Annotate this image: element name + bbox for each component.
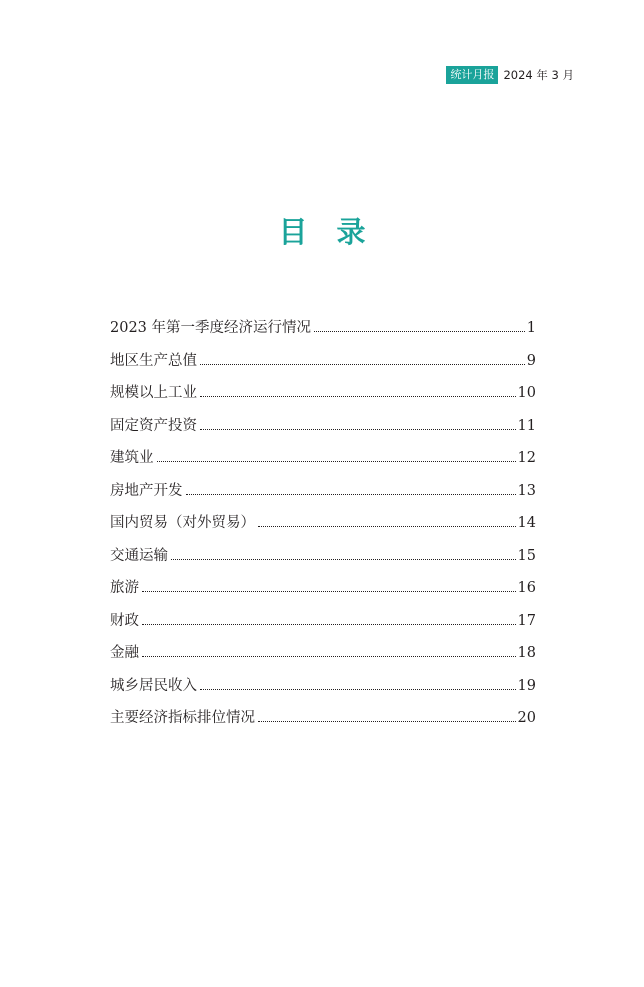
toc-entry-page: 19 [517, 677, 536, 694]
toc-entry-page: 13 [517, 482, 536, 499]
toc-entry-page: 17 [517, 612, 536, 629]
dot-leader [314, 331, 525, 332]
dot-leader [200, 429, 516, 430]
page-header [446, 66, 574, 84]
toc-entry[interactable] [110, 383, 536, 416]
toc-entry[interactable] [110, 448, 536, 481]
toc-entry-label: 地区生产总值 [110, 352, 197, 369]
dot-leader [200, 396, 516, 397]
toc-entry-page: 18 [517, 645, 536, 661]
dot-leader [200, 364, 525, 365]
toc-entry-label: 国内贸易（对外贸易） [110, 515, 255, 531]
dot-leader [171, 559, 516, 560]
toc-entry[interactable] [110, 643, 536, 676]
toc-entry[interactable] [110, 611, 536, 644]
toc-entry[interactable] [110, 676, 536, 709]
toc-entry-label: 建筑业 [110, 450, 154, 466]
toc-entry[interactable] [110, 318, 536, 351]
toc-entry-page: 14 [517, 515, 536, 531]
toc-entry-label: 2023 年第一季度经济运行情况 [110, 320, 312, 336]
dot-leader [142, 591, 516, 592]
toc-entry-page: 9 [526, 352, 536, 369]
toc-entry[interactable] [110, 416, 536, 449]
toc-entry-page: 12 [517, 450, 536, 466]
toc-entry[interactable] [110, 546, 536, 579]
dot-leader [258, 721, 516, 722]
page-title: 目 录 [278, 215, 366, 249]
toc-entry[interactable] [110, 481, 536, 514]
dot-leader [200, 689, 516, 690]
toc-entry-page: 1 [526, 320, 536, 336]
issue-date: 2024 年 3 月 [503, 68, 574, 82]
toc-entry-label: 财政 [110, 612, 139, 629]
toc-entry-label: 金融 [110, 645, 139, 661]
toc-entry-page: 15 [517, 547, 536, 564]
toc-entry-label: 旅游 [110, 580, 139, 596]
toc-entry[interactable] [110, 578, 536, 611]
dot-leader [186, 494, 516, 495]
dot-leader [157, 461, 516, 462]
toc-entry[interactable] [110, 708, 536, 741]
dot-leader [142, 624, 516, 625]
toc-entry-label: 房地产开发 [110, 482, 183, 499]
toc-entry-label: 交通运输 [110, 547, 168, 564]
dot-leader [258, 526, 516, 527]
toc-entry-label: 城乡居民收入 [110, 677, 197, 694]
toc-entry-page: 16 [517, 580, 536, 596]
toc-entry[interactable] [110, 513, 536, 546]
publication-badge: 统计月报 [446, 66, 498, 84]
table-of-contents [110, 318, 536, 741]
toc-entry-page: 10 [517, 385, 536, 401]
dot-leader [142, 656, 516, 657]
toc-entry-label: 规模以上工业 [110, 385, 197, 401]
toc-entry-label: 主要经济指标排位情况 [110, 710, 255, 726]
toc-entry[interactable] [110, 351, 536, 384]
toc-entry-page: 11 [517, 417, 536, 434]
toc-entry-page: 20 [517, 710, 536, 726]
toc-entry-label: 固定资产投资 [110, 417, 197, 434]
